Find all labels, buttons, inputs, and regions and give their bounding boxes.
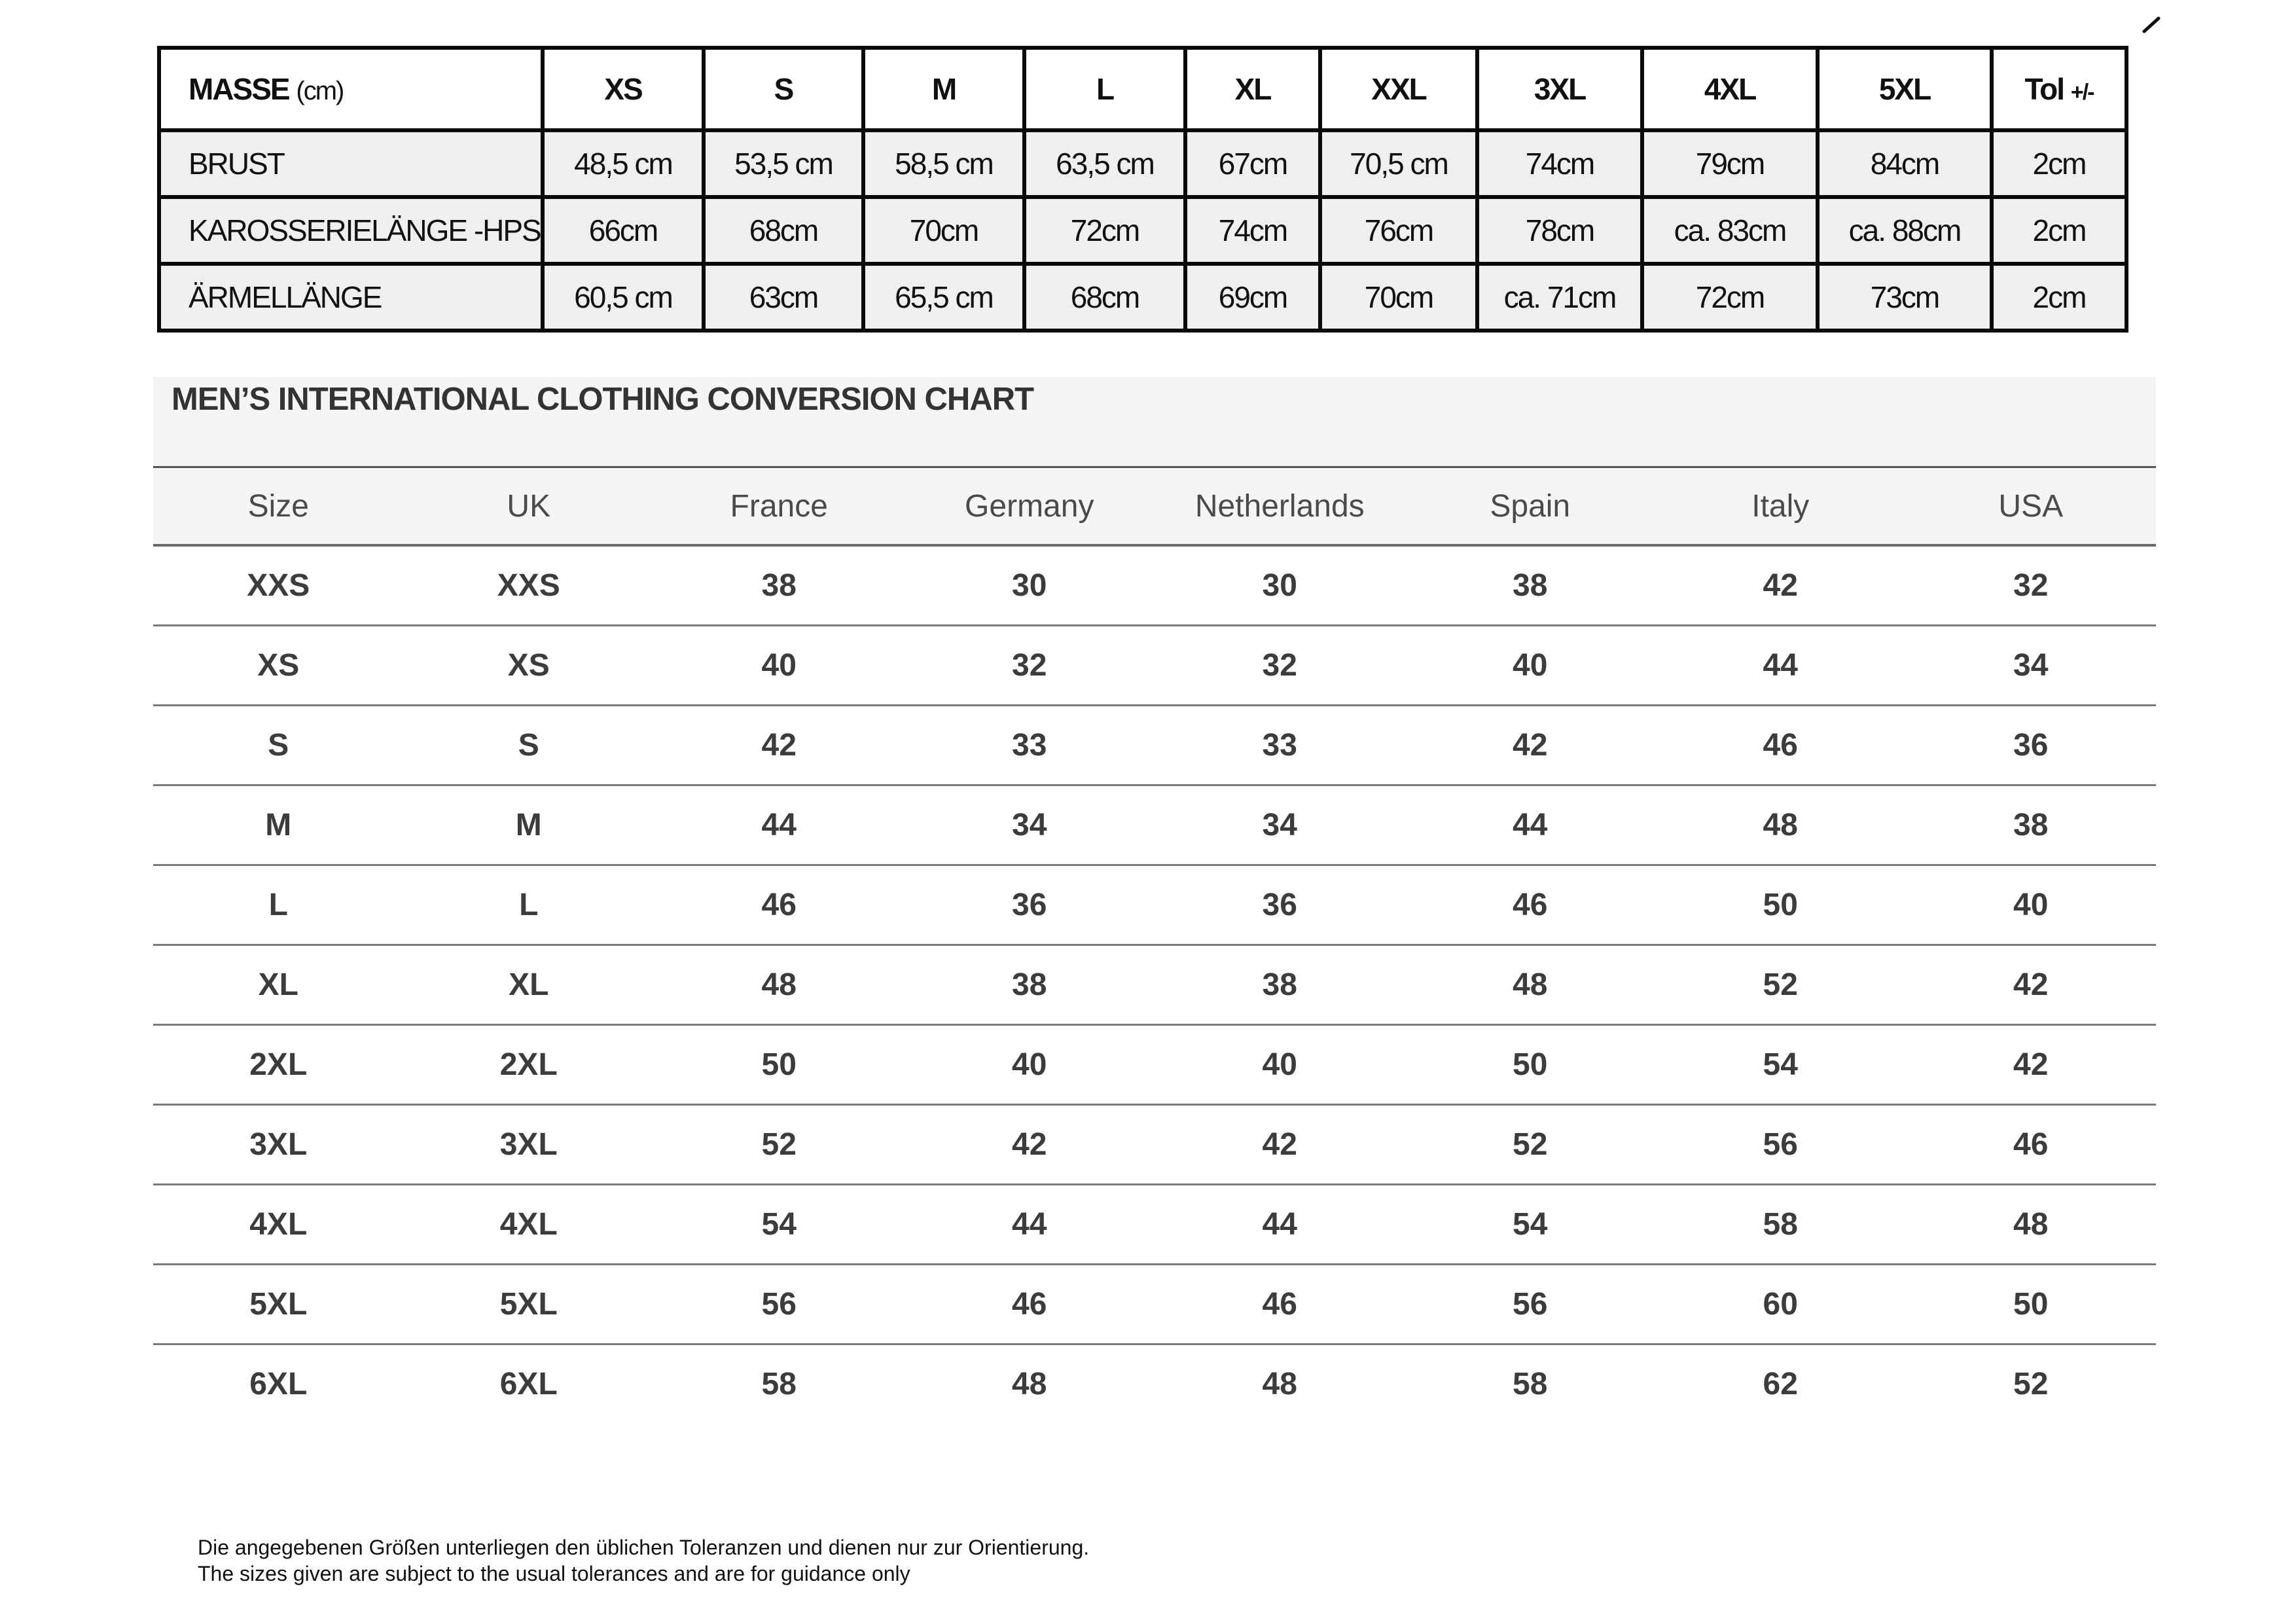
table-cell: 46 (1906, 1105, 2157, 1185)
table-cell: 58 (654, 1344, 905, 1424)
footnote-german: Die angegebenen Größen unterliegen den üblichen Toleranzen und dienen nur zur Orientierung. (198, 1536, 1090, 1559)
table-row (153, 865, 2156, 945)
table-cell: S (153, 706, 404, 785)
table-cell: XL (153, 945, 404, 1025)
measurement-cell: 72cm (1024, 197, 1185, 264)
table-cell: 38 (654, 545, 905, 626)
conversion-chart (153, 377, 2156, 1423)
table-cell: 50 (1405, 1025, 1656, 1105)
column-header-germany: Germany (905, 467, 1155, 546)
measurement-cell: ca. 71cm (1477, 264, 1642, 331)
column-header-italy: Italy (1655, 467, 1906, 546)
measurement-cell: 76cm (1320, 197, 1477, 264)
table-cell: 2XL (153, 1025, 404, 1105)
measurement-cell: 63,5 cm (1024, 130, 1185, 197)
measurement-row-body-length (159, 197, 2126, 264)
table-cell: 54 (654, 1185, 905, 1265)
measurement-cell: 53,5 cm (704, 130, 863, 197)
table-cell: L (404, 865, 655, 945)
table-cell: 42 (1405, 706, 1656, 785)
size-header-l: L (1024, 48, 1185, 130)
table-cell: XXS (404, 545, 655, 626)
tolerance-header: Tol +/- (1992, 48, 2126, 130)
table-cell: 38 (1906, 785, 2157, 865)
table-cell: 44 (905, 1185, 1155, 1265)
table-cell: 33 (905, 706, 1155, 785)
table-cell: 58 (1405, 1344, 1656, 1424)
table-cell: M (153, 785, 404, 865)
table-cell: 48 (1906, 1185, 2157, 1265)
conversion-header-row (153, 467, 2156, 546)
table-cell: 40 (1906, 865, 2157, 945)
table-cell: 32 (1906, 545, 2157, 626)
table-cell: 50 (654, 1025, 905, 1105)
table-cell: 30 (905, 545, 1155, 626)
measurement-cell: 67cm (1185, 130, 1320, 197)
size-header-s: S (704, 48, 863, 130)
table-cell: 4XL (153, 1185, 404, 1265)
table-row (153, 626, 2156, 706)
table-cell: 48 (1155, 1344, 1405, 1424)
row-label: ÄRMELLÄNGE (159, 264, 543, 331)
table-cell: 42 (905, 1105, 1155, 1185)
table-cell: 2XL (404, 1025, 655, 1105)
table-cell: 42 (1155, 1105, 1405, 1185)
table-cell: 36 (905, 865, 1155, 945)
measurement-cell: 68cm (704, 197, 863, 264)
table-cell: 5XL (404, 1265, 655, 1344)
table-cell: S (404, 706, 655, 785)
measurement-cell: 78cm (1477, 197, 1642, 264)
table-cell: 44 (1405, 785, 1656, 865)
measurement-cell: 73cm (1818, 264, 1992, 331)
table-cell: 62 (1655, 1344, 1906, 1424)
measurement-header-row (159, 48, 2126, 130)
footnote-english: The sizes given are subject to the usual tolerances and are for guidance only (198, 1562, 910, 1585)
size-header-xxl: XXL (1320, 48, 1477, 130)
table-row (153, 1344, 2156, 1424)
table-row (153, 706, 2156, 785)
measurement-cell: 48,5 cm (543, 130, 704, 197)
table-cell: 52 (1405, 1105, 1656, 1185)
size-header-xl: XL (1185, 48, 1320, 130)
table-cell: 38 (1155, 945, 1405, 1025)
table-cell: 42 (1906, 1025, 2157, 1105)
table-cell: 42 (654, 706, 905, 785)
measurement-row-sleeve-length (159, 264, 2126, 331)
table-cell: 56 (1405, 1265, 1656, 1344)
tolerance-cell: 2cm (1992, 130, 2126, 197)
conversion-table (153, 466, 2156, 1423)
table-cell: 50 (1655, 865, 1906, 945)
measurement-cell: 58,5 cm (863, 130, 1024, 197)
table-cell: 40 (1155, 1025, 1405, 1105)
table-cell: 4XL (404, 1185, 655, 1265)
column-header-uk: UK (404, 467, 655, 546)
table-row (153, 945, 2156, 1025)
measurement-cell: 74cm (1477, 130, 1642, 197)
table-cell: 56 (654, 1265, 905, 1344)
table-cell: XXS (153, 545, 404, 626)
table-cell: 48 (1405, 945, 1656, 1025)
measurement-cell: 74cm (1185, 197, 1320, 264)
table-cell: XS (404, 626, 655, 706)
measurement-cell: 70cm (863, 197, 1024, 264)
table-cell: 40 (905, 1025, 1155, 1105)
table-cell: 40 (654, 626, 905, 706)
row-label: BRUST (159, 130, 543, 197)
table-cell: 6XL (153, 1344, 404, 1424)
table-cell: 46 (654, 865, 905, 945)
pen-stroke-icon (2142, 14, 2162, 34)
measurement-cell: 70cm (1320, 264, 1477, 331)
table-cell: 32 (1155, 626, 1405, 706)
column-header-usa: USA (1906, 467, 2157, 546)
table-cell: 52 (1655, 945, 1906, 1025)
table-cell: XL (404, 945, 655, 1025)
table-row (153, 545, 2156, 626)
table-cell: 42 (1655, 545, 1906, 626)
table-cell: 36 (1155, 865, 1405, 945)
table-cell: 44 (1155, 1185, 1405, 1265)
table-cell: XS (153, 626, 404, 706)
tolerance-cell: 2cm (1992, 264, 2126, 331)
table-cell: 48 (654, 945, 905, 1025)
table-cell: 5XL (153, 1265, 404, 1344)
column-header-spain: Spain (1405, 467, 1656, 546)
table-row (153, 1105, 2156, 1185)
table-cell: 50 (1906, 1265, 2157, 1344)
measurement-cell: ca. 83cm (1642, 197, 1818, 264)
table-row (153, 785, 2156, 865)
measurement-cell: 72cm (1642, 264, 1818, 331)
table-cell: 42 (1906, 945, 2157, 1025)
size-header-3xl: 3XL (1477, 48, 1642, 130)
table-cell: M (404, 785, 655, 865)
column-header-netherlands: Netherlands (1155, 467, 1405, 546)
footnotes (198, 1534, 1089, 1587)
table-cell: 32 (905, 626, 1155, 706)
measurement-cell: 79cm (1642, 130, 1818, 197)
table-row (153, 1185, 2156, 1265)
table-cell: 44 (654, 785, 905, 865)
table-cell: 58 (1655, 1185, 1906, 1265)
table-cell: L (153, 865, 404, 945)
table-cell: 46 (1655, 706, 1906, 785)
table-cell: 48 (905, 1344, 1155, 1424)
table-cell: 38 (1405, 545, 1656, 626)
conversion-table-body (153, 545, 2156, 1423)
column-header-france: France (654, 467, 905, 546)
table-cell: 46 (1155, 1265, 1405, 1344)
table-row (153, 1265, 2156, 1344)
table-cell: 34 (905, 785, 1155, 865)
table-cell: 3XL (153, 1105, 404, 1185)
size-header-5xl: 5XL (1818, 48, 1992, 130)
tolerance-cell: 2cm (1992, 197, 2126, 264)
chart-title: MEN’S INTERNATIONAL CLOTHING CONVERSION CHART (171, 382, 1034, 417)
table-cell: 6XL (404, 1344, 655, 1424)
table-cell: 38 (905, 945, 1155, 1025)
row-label: KAROSSERIELÄNGE -HPS (159, 197, 543, 264)
table-cell: 40 (1405, 626, 1656, 706)
table-cell: 52 (654, 1105, 905, 1185)
size-header-xs: XS (543, 48, 704, 130)
measurement-cell: ca. 88cm (1818, 197, 1992, 264)
table-cell: 54 (1655, 1025, 1906, 1105)
measurement-cell: 68cm (1024, 264, 1185, 331)
table-cell: 46 (1405, 865, 1656, 945)
measurement-cell: 69cm (1185, 264, 1320, 331)
size-header-m: M (863, 48, 1024, 130)
table-cell: 36 (1906, 706, 2157, 785)
table-cell: 56 (1655, 1105, 1906, 1185)
measurement-table (157, 46, 2128, 333)
table-cell: 33 (1155, 706, 1405, 785)
table-cell: 30 (1155, 545, 1405, 626)
measurement-cell: 63cm (704, 264, 863, 331)
table-cell: 46 (905, 1265, 1155, 1344)
table-cell: 3XL (404, 1105, 655, 1185)
table-cell: 34 (1155, 785, 1405, 865)
measurement-cell: 70,5 cm (1320, 130, 1477, 197)
measurement-row-chest (159, 130, 2126, 197)
table-cell: 44 (1655, 626, 1906, 706)
measurement-header-label: MASSE (cm) (159, 48, 543, 130)
measurement-cell: 84cm (1818, 130, 1992, 197)
table-cell: 48 (1655, 785, 1906, 865)
table-cell: 52 (1906, 1344, 2157, 1424)
table-cell: 34 (1906, 626, 2157, 706)
measurement-cell: 65,5 cm (863, 264, 1024, 331)
chart-title-band (153, 377, 2156, 466)
table-row (153, 1025, 2156, 1105)
measurement-cell: 66cm (543, 197, 704, 264)
table-cell: 54 (1405, 1185, 1656, 1265)
size-header-4xl: 4XL (1642, 48, 1818, 130)
table-cell: 60 (1655, 1265, 1906, 1344)
column-header-size: Size (153, 467, 404, 546)
measurement-cell: 60,5 cm (543, 264, 704, 331)
